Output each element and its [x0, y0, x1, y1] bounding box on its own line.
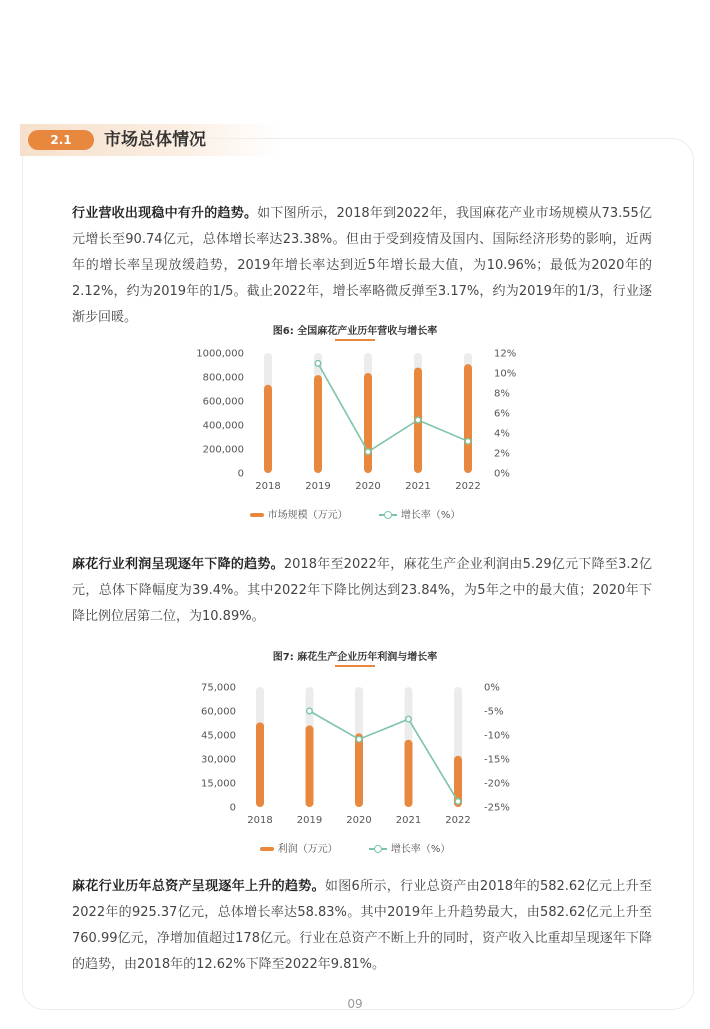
x-tick-label: 2021	[405, 481, 431, 492]
section-title: 市场总体情况	[104, 130, 206, 150]
chart-title-underline	[335, 339, 375, 341]
page-number: 09	[347, 997, 363, 1011]
growth-point	[415, 417, 421, 423]
x-tick-label: 2021	[395, 815, 422, 826]
bar	[464, 364, 472, 473]
legend-label: 利润（万元）	[277, 844, 338, 855]
y2-tick-label: -5%	[484, 706, 504, 718]
y-tick-label: 15,000	[201, 778, 236, 790]
legend-line-swatch	[369, 845, 387, 853]
y-tick-label: 60,000	[201, 706, 236, 718]
x-tick-label: 2019	[296, 815, 323, 826]
bar	[355, 733, 363, 807]
paragraph-lead: 行业营收出现稳中有升的趋势。	[72, 206, 258, 221]
profit-chart	[0, 677, 710, 827]
y-tick-label: 200,000	[202, 444, 244, 456]
y2-tick-label: -25%	[484, 802, 510, 814]
x-tick-label: 2022	[445, 815, 471, 826]
legend-item-line	[379, 506, 461, 521]
revenue-chart	[0, 343, 710, 493]
legend-item-line	[369, 840, 451, 855]
paragraph-revenue	[72, 201, 652, 331]
y-tick-label: 0	[229, 802, 236, 814]
chart-title-fig6: 图6: 全国麻花产业历年营收与增长率	[272, 326, 438, 337]
section-header	[20, 124, 280, 156]
legend-bar-swatch	[250, 513, 264, 517]
legend-item-bar	[250, 506, 348, 521]
legend-label: 市场规模（万元）	[267, 510, 348, 521]
y2-tick-label: -15%	[484, 754, 510, 766]
y2-tick-label: 10%	[494, 368, 517, 380]
y-tick-label: 600,000	[202, 396, 244, 408]
x-tick-label: 2018	[247, 815, 273, 826]
bar	[306, 725, 314, 807]
y-tick-label: 30,000	[201, 754, 236, 766]
legend-line-swatch	[379, 511, 397, 519]
growth-point	[365, 449, 371, 455]
y-tick-label: 45,000	[201, 730, 236, 742]
y2-tick-label: 0%	[494, 468, 510, 480]
paragraph-profit	[72, 552, 652, 630]
paragraph-body: 如下图所示，2018年到2022年，我国麻花产业市场规模从73.55亿元增长至90.74亿元，总体增长率达23.38%。但由于受到疫情及国内、国际经济形势的影响，近两年的增长率呈现放缓趋势，2019年增长率达到近5年增长最大值，为10.96%；最低为2020年的2.12%，约为2019年的1/5。截止2022年，增长率略微反弹至3.17%，约为2019年的1/3，行业逐渐步回暖。	[72, 206, 652, 325]
bar	[364, 373, 372, 473]
bar	[314, 375, 322, 473]
y2-tick-label: 4%	[494, 428, 510, 440]
y-tick-label: 0	[237, 468, 244, 480]
paragraph-body: 如图6所示，行业总资产由2018年的582.62亿元上升至2022年的925.37亿元，总体增长率达58.83%。其中2019年上升趋势最大，由582.62亿元上升至760.99亿元，净增加值超过178亿元。行业在总资产不断上升的同时，资产收入比重却呈现逐年下降的趋势，由2018年的12.62%下降至2022年9.81%。	[72, 879, 652, 972]
y2-tick-label: 2%	[494, 448, 510, 460]
bar	[256, 722, 264, 807]
paragraph-lead: 麻花行业利润呈现逐年下降的趋势。	[72, 557, 284, 572]
legend-bar-swatch	[260, 847, 274, 851]
growth-line	[310, 711, 459, 801]
legend-label: 增长率（%）	[400, 510, 461, 521]
growth-point	[406, 716, 412, 722]
paragraph-assets	[72, 874, 652, 978]
bar	[405, 740, 413, 807]
y2-tick-label: 6%	[494, 408, 510, 420]
y-tick-label: 1000,000	[196, 348, 244, 360]
x-tick-label: 2022	[455, 481, 481, 492]
growth-point	[455, 799, 461, 805]
x-tick-label: 2018	[255, 481, 281, 492]
paragraph-lead: 麻花行业历年总资产呈现逐年上升的趋势。	[72, 879, 325, 894]
y-tick-label: 800,000	[202, 372, 244, 384]
x-tick-label: 2020	[346, 815, 372, 826]
section-number-badge: 2.1	[28, 130, 94, 150]
growth-point	[315, 361, 321, 367]
chart-title-underline	[335, 665, 375, 667]
legend-item-bar	[260, 840, 338, 855]
y2-tick-label: -20%	[484, 778, 510, 790]
y-tick-label: 400,000	[202, 420, 244, 432]
legend-fig6	[0, 506, 710, 521]
y2-tick-label: 8%	[494, 388, 510, 400]
growth-point	[356, 736, 362, 742]
x-tick-label: 2020	[355, 481, 381, 492]
chart-title-fig7: 图7: 麻花生产企业历年利润与增长率	[272, 652, 438, 663]
legend-label: 增长率（%）	[390, 844, 451, 855]
legend-fig7	[0, 840, 710, 855]
y2-tick-label: 0%	[484, 682, 500, 694]
paragraph-body: 2018年至2022年，麻花生产企业利润由5.29亿元下降至3.2亿元，总体下降幅度为39.4%。其中2022年下降比例达到23.84%，为5年之中的最大值；2020年下降比例位居第二位，为10.89%。	[72, 557, 652, 624]
growth-point	[465, 439, 471, 445]
y-tick-label: 75,000	[201, 682, 236, 694]
y2-tick-label: 12%	[494, 348, 517, 360]
growth-point	[307, 708, 313, 714]
x-tick-label: 2019	[305, 481, 331, 492]
bar	[264, 385, 272, 473]
y2-tick-label: -10%	[484, 730, 510, 742]
growth-line	[318, 363, 468, 451]
